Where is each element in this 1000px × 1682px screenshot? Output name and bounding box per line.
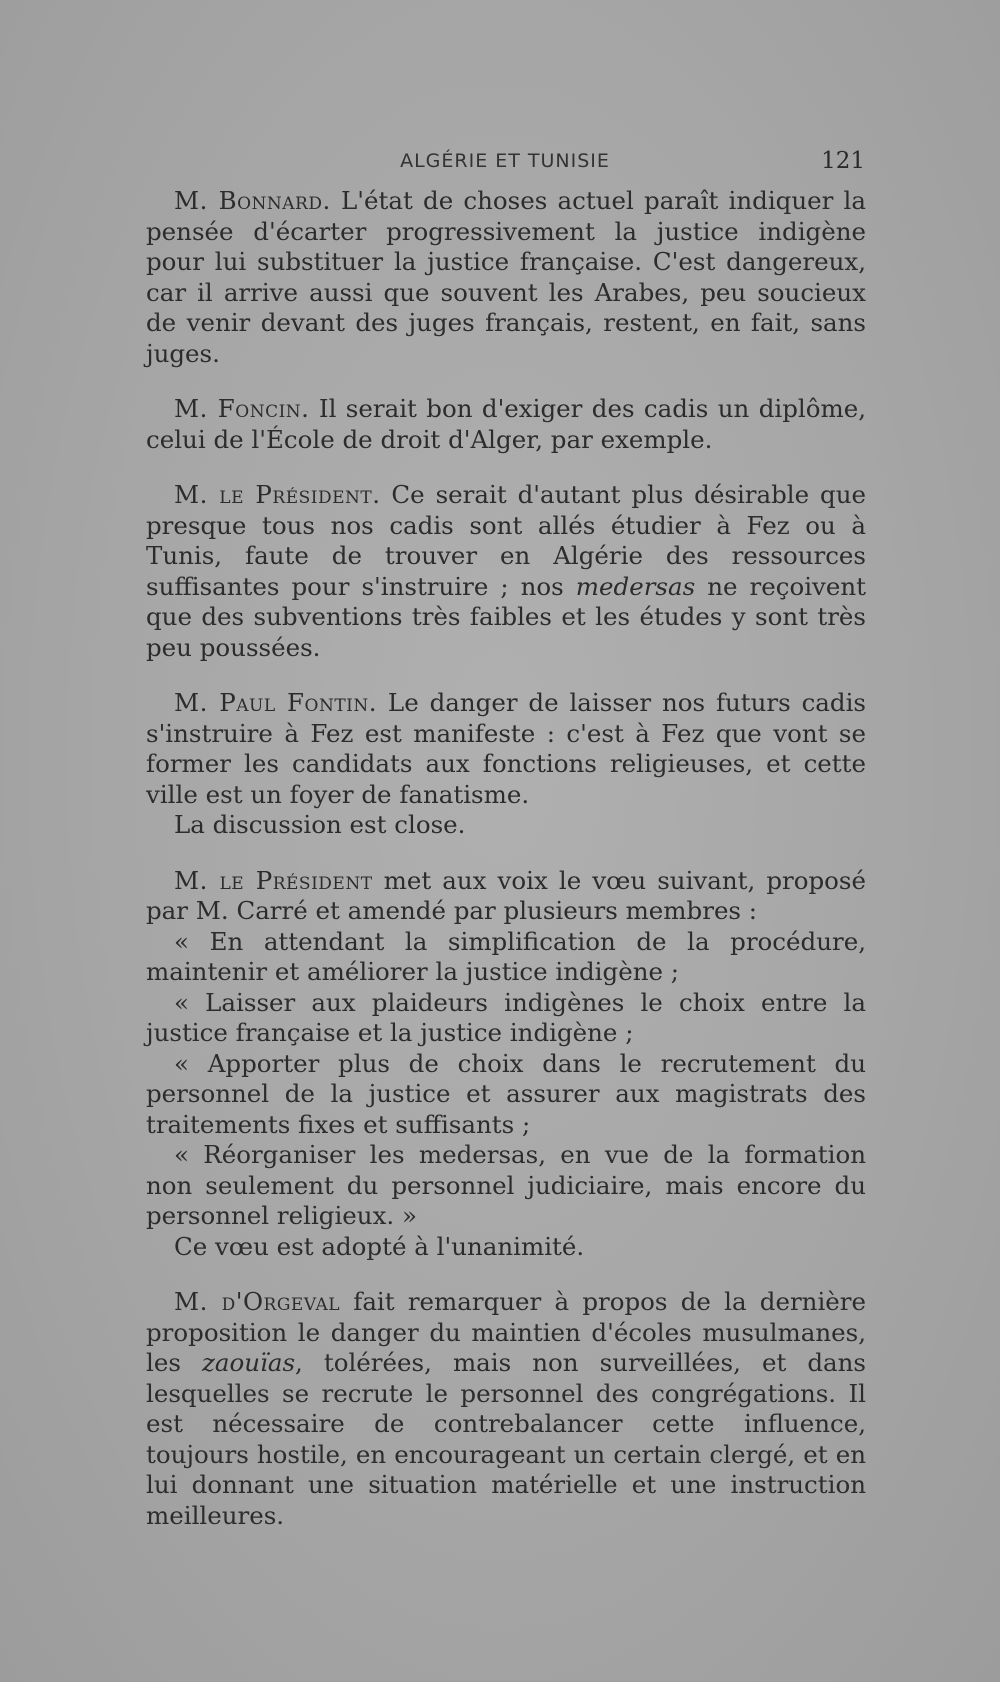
paragraph-voeu-2 <box>146 988 866 1049</box>
italic-term: zaouïas <box>201 1348 296 1377</box>
paragraph-text: La discussion est close. <box>174 810 466 839</box>
paragraph-president-1 <box>146 480 866 663</box>
paragraph-orgeval <box>146 1287 866 1531</box>
paragraph-text: « Réorganiser les medersas, en vue de la formation non seulement du personnel judiciaire, mais encore du personnel religieux. » <box>146 1140 866 1230</box>
paragraph-president-2 <box>146 866 866 927</box>
paragraph-fontin <box>146 688 866 810</box>
paragraph-voeu-3 <box>146 1049 866 1141</box>
speaker-name: M. Bonnard. <box>174 186 331 215</box>
speaker-name: M. d'Orgeval <box>174 1287 341 1316</box>
paragraph-adopted <box>146 1232 866 1263</box>
paragraph-text: , tolérées, mais non surveillées, et dans lesquelles se recrute le personnel des congrégations. Il est nécessaire de contrebalancer cette influence, toujours hostile, en encourageant un certain clergé, et en lui donnant une situation matérielle et une instruction meilleures. <box>146 1348 866 1530</box>
paragraph-text: « En attendant la simplification de la procédure, maintenir et améliorer la justice indigène ; <box>146 926 866 986</box>
paragraph-text: fait remarquer à propos de la dernière proposition le danger du maintien d'écoles musulmanes, les <box>146 1287 866 1377</box>
paragraph-discussion-close <box>146 810 866 841</box>
paragraph-voeu-1 <box>146 927 866 988</box>
paragraph-text: ne reçoivent que des subventions très faibles et les études y sont très peu poussées. <box>146 571 866 662</box>
paragraph-text: Le danger de laisser nos futurs cadis s'instruire à Fez est manifeste : c'est à Fez que vont se former les candidats aux fonctions religieuses, et cette ville est un foyer de fanatisme. <box>146 688 867 809</box>
speaker-name: M. le Président. <box>174 480 381 509</box>
paragraph-bonnard <box>146 186 866 369</box>
running-title: ALGÉRIE ET TUNISIE <box>400 150 610 172</box>
page-number: 121 <box>821 148 865 174</box>
speaker-name: M. Paul Fontin. <box>174 688 378 717</box>
speaker-name: M. Foncin. <box>174 394 310 423</box>
paragraph-text: met aux voix le vœu suivant, proposé par M. Carré et amendé par plusieurs membres : <box>146 865 866 925</box>
italic-term: medersas <box>575 571 696 601</box>
paragraph-voeu-4 <box>146 1140 866 1232</box>
paragraph-foncin <box>146 394 866 455</box>
speaker-name: M. le Président <box>174 865 373 895</box>
page-body <box>146 186 866 1556</box>
running-header <box>145 150 865 180</box>
paragraph-text: « Laisser aux plaideurs indigènes le choix entre la justice française et la justice indigène ; <box>146 987 866 1047</box>
paragraph-text: Ce serait d'autant plus désirable que presque tous nos cadis sont allés étudier à Fez ou à Tunis, faute de trouver en Algérie des ressources suffisantes pour s'instruire ; nos <box>146 480 866 601</box>
paragraph-text: Ce vœu est adopté à l'unanimité. <box>174 1231 585 1261</box>
paragraph-text: L'état de choses actuel paraît indiquer la pensée d'écarter progressivement la justice indigène pour lui substituer la justice française. C'est dangereux, car il arrive aussi que souvent les Arabes, peu soucieux de venir devant des juges français, restent, en fait, sans juges. <box>146 186 866 368</box>
paragraph-text: « Apporter plus de choix dans le recrutement du personnel de la justice et assurer aux magistrats des traitements fixes et suffisants ; <box>146 1048 866 1139</box>
paragraph-text: Il serait bon d'exiger des cadis un diplôme, celui de l'École de droit d'Alger, par exemple. <box>146 394 867 454</box>
